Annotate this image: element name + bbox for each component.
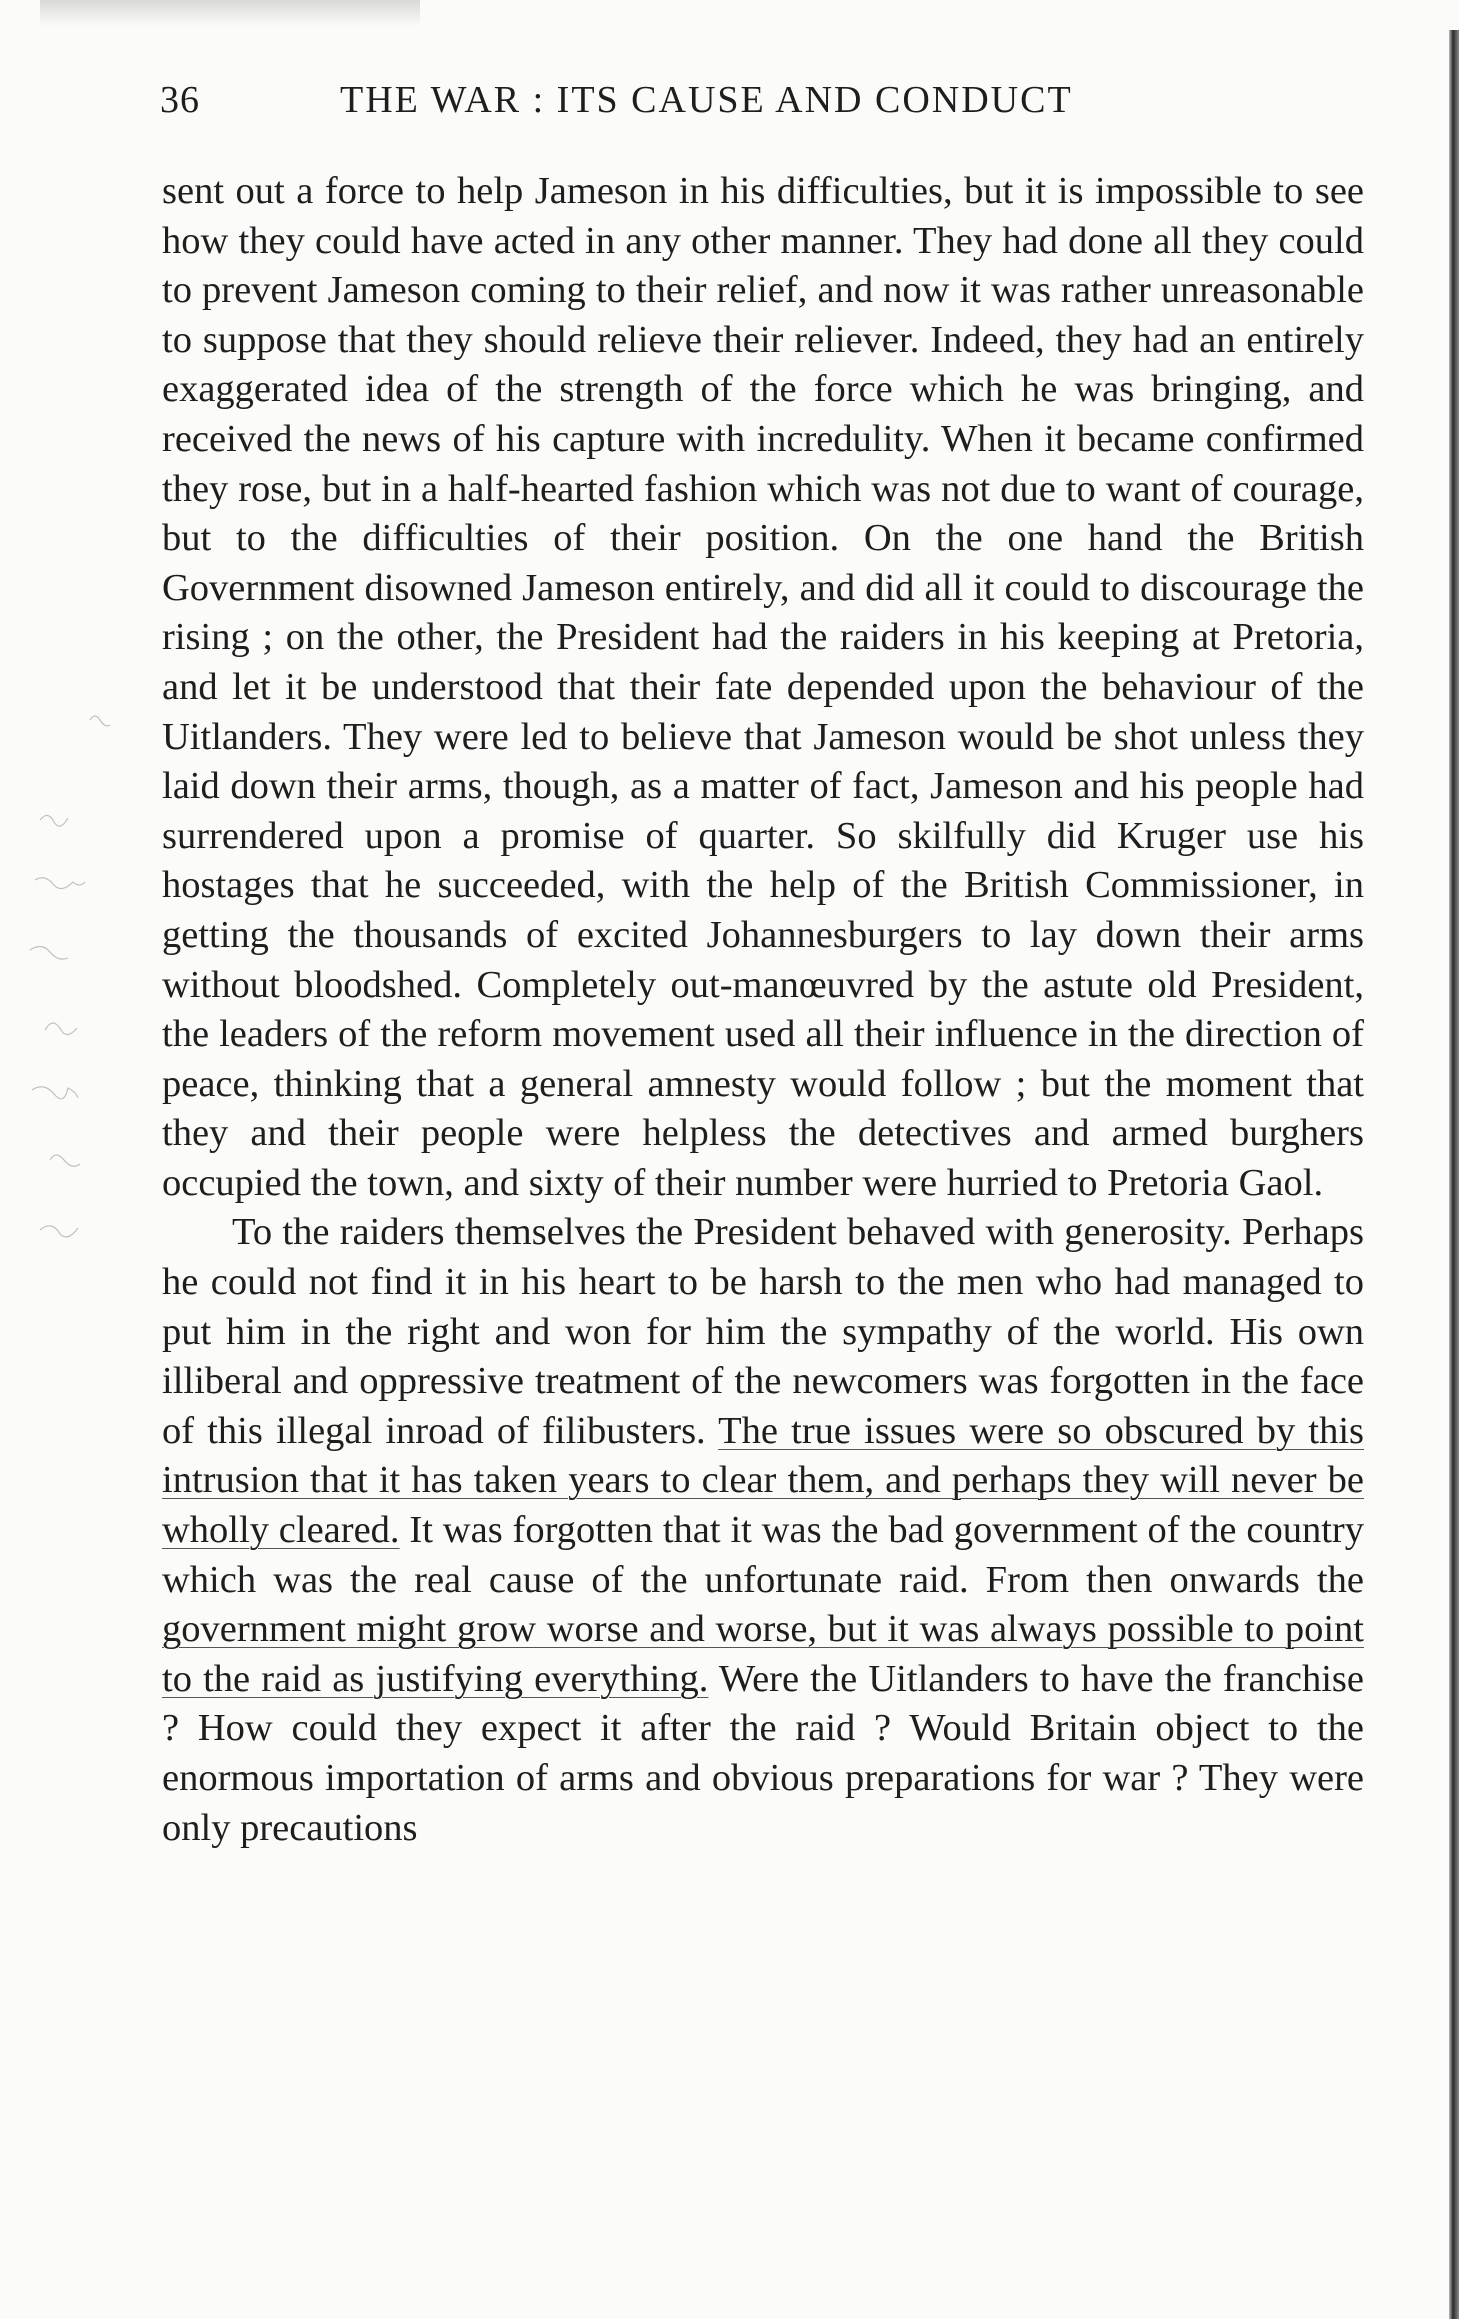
paragraph-2-start: To the raiders themselves the President behaved with generosity. Perhaps he could not find it in his heart to be harsh to the men who had managed to put him in the right and won for him the sympathy of the world. His own illiberal and oppressive treatment of the newcomers was forgotten in the face of this illegal inroad of filibusters. [162,1211,1364,1452]
page-binding-edge [1449,30,1459,2319]
running-title: THE WAR : ITS CAUSE AND CONDUCT [340,79,1073,121]
page-number: 36 [160,79,200,121]
underlined-passage-1: The true issues were so obscured by this intrusion that it has taken years to clear them, and perhaps they will never be wholly cleared. [162,1409,1364,1552]
body-text [162,167,1364,1853]
paragraph-2 [162,1208,1364,1853]
scan-top-smudge [40,0,420,26]
underlined-passage-2: government might grow worse and worse, but it was always possible to point to the raid as justifying everything. [162,1608,1364,1700]
paragraph-1: sent out a force to help Jameson in his difficulties, but it is impossible to see how they could have acted in any other manner. They had done all they could to prevent Jameson coming to their relief, and now it was rather unreasonable to suppose that they should relieve their reliever. Indeed, they had an entirely exaggerated idea of the strength of the force which he was bringing, and received the news of his capture with incredulity. When it became confirmed they rose, but in a half-hearted fashion which was not due to want of courage, but to the difficulties of their position. On the one hand the British Government disowned Jameson entirely, and did all it could to discourage the rising ; on the other, the President had the raiders in his keeping at Pretoria, and let it be understood that their fate depended upon the behaviour of the Uitlanders. They were led to believe that Jameson would be shot unless they laid down their arms, though, as a matter of fact, Jameson and his people had surrendered upon a promise of quarter. So skilfully did Kruger use his hostages that he succeeded, with the help of the British Commissioner, in getting the thousands of excited Johannesburgers to lay down their arms without bloodshed. Completely out-manœuvred by the astute old President, the leaders of the reform movement used all their influence in the direction of peace, thinking that a general amnesty would follow ; but the moment that they and their people were helpless the detectives and armed burghers occupied the town, and sixty of their number were hurried to Pretoria Gaol. [162,170,1364,1204]
page-header [160,78,1370,134]
paragraph-2-end: Were the Uitlanders to have the franchise ? How could they expect it after the raid ? Would Britain object to the enormous importation of arms and obvious preparations for war ? They were only precautions [162,1657,1364,1849]
paragraph-2-middle: It was forgotten that it was the bad government of the country which was the real cause of the unfortunate raid. From then onwards the [162,1509,1364,1601]
margin-pencil-marks [20,700,140,1320]
